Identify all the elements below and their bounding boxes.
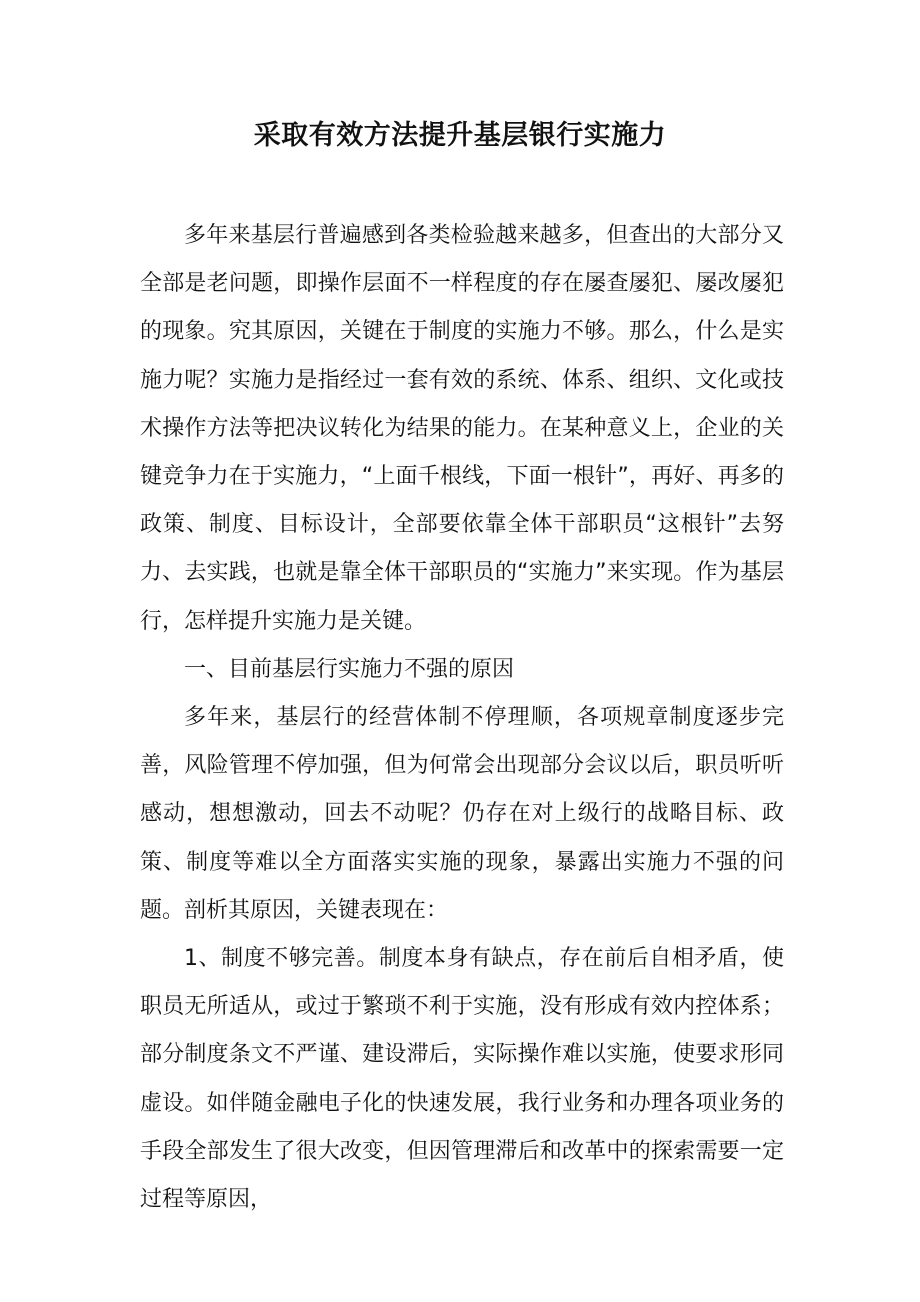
paragraph-intro: 多年来基层行普遍感到各类检验越来越多，但查出的大部分又全部是老问题，即操作层面不一样程度的存在屡查屡犯、屡改屡犯的现象。究其原因，关键在于制度的实施力不够。那么，什么是实施力呢？实施力是指经过一套有效的系统、体系、组织、文化或技术操作方法等把决议转化为结果的能力。在某种意义上，企业的关键竞争力在于实施力，“上面千根线，下面一根针”，再好、再多的政策、制度、目标设计，全部要依靠全体干部职员“这根针”去努力、去实践，也就是靠全体干部职员的“实施力”来实现。作为基层行，怎样提升实施力是关键。 (140, 223, 784, 634)
section-heading: 一、目前基层行实施力不强的原因 (184, 656, 515, 682)
document-title: 采取有效方法提升基层银行实施力 (253, 120, 667, 151)
document-body (140, 212, 784, 1224)
paragraph-analysis: 多年来，基层行的经营体制不停理顺，各项规章制度逐步完善，风险管理不停加强，但为何常会出现部分会议以后，职员听听感动，想想激动，回去不动呢？仍存在对上级行的战略目标、政策、制度等难以全方面落实实施的现象，暴露出实施力不强的问题。剖析其原因，关键表现在： (140, 705, 784, 923)
paragraph-point-1: 1、制度不够完善。制度本身有缺点，存在前后自相矛盾，使职员无所适从，或过于繁琐不利于实施，没有形成有效内控体系；部分制度条文不严谨、建设滞后，实际操作难以实施，使要求形同虚设。如伴随金融电子化的快速发展，我行业务和办理各项业务的手段全部发生了很大改变，但因管理滞后和改革中的探索需要一定过程等原因， (140, 946, 784, 1213)
